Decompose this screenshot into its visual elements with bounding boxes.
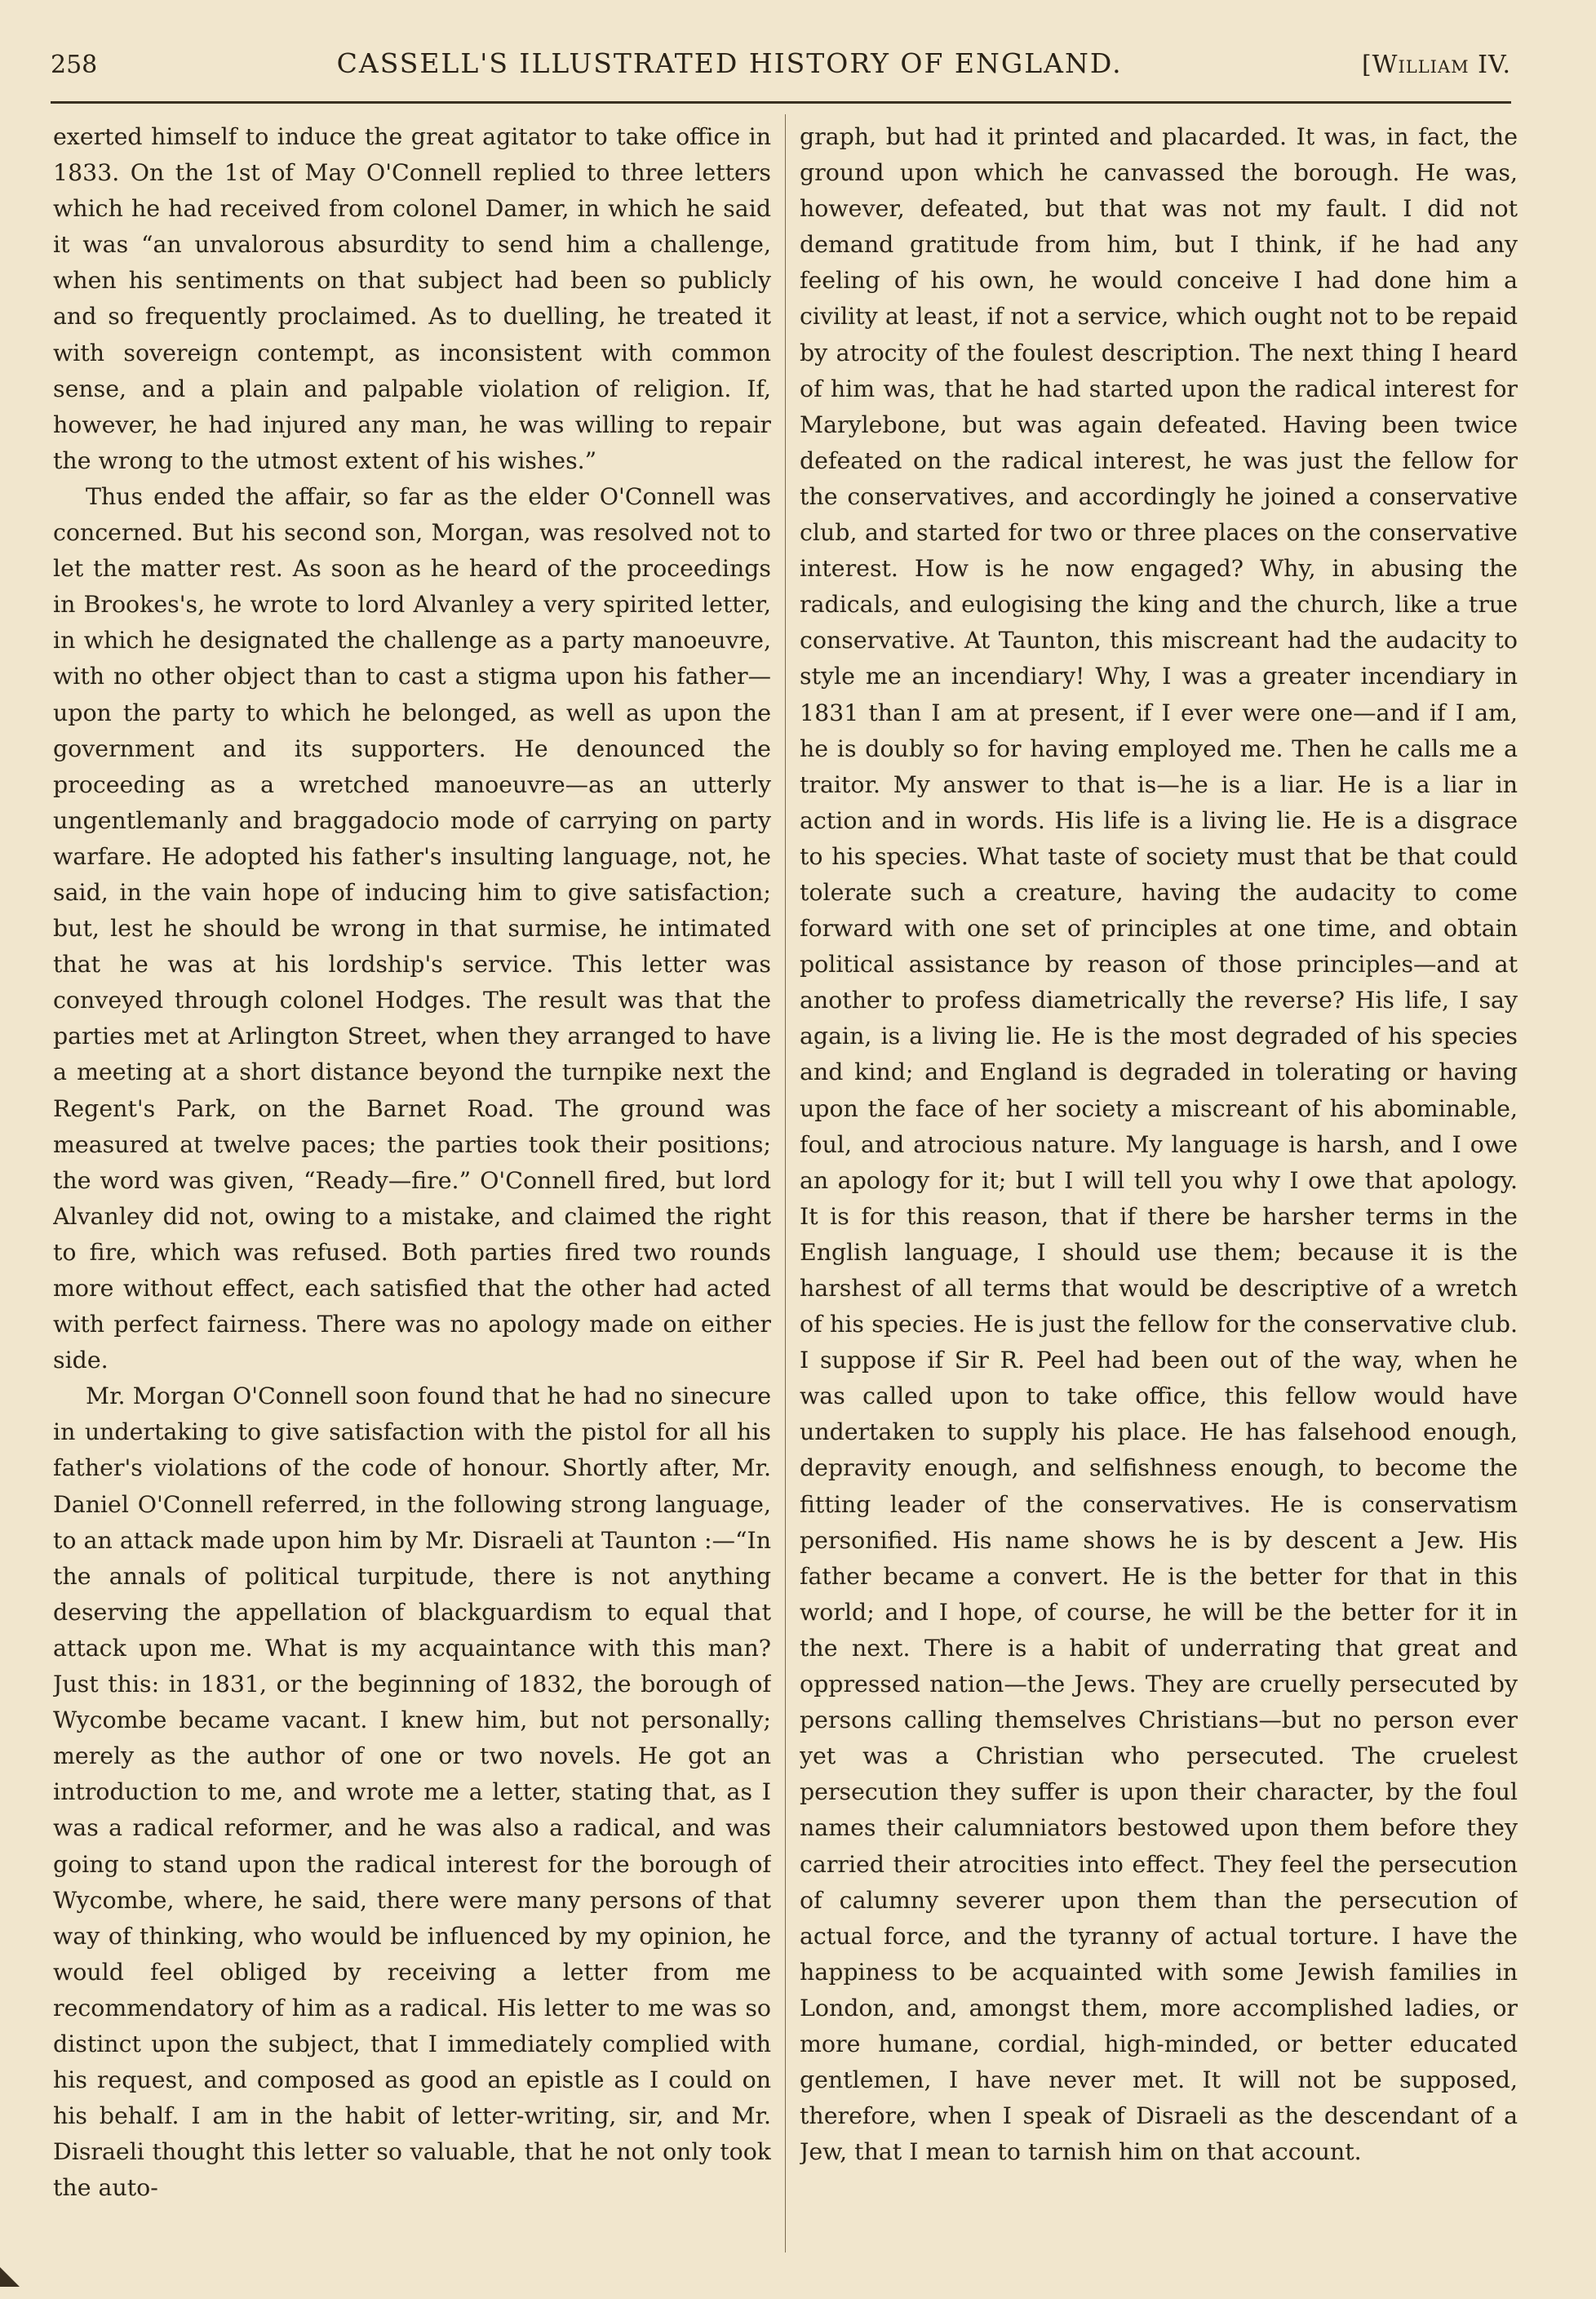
page-number: 258 xyxy=(51,51,98,79)
paragraph: Mr. Morgan O'Connell soon found that he had no sinecure in undertaking to give satisfaction with the pistol for all his father's violations of the code of honour. Shortly after, Mr. Daniel O'Connell referred, in the following strong language, to an attack made upon him by Mr. Disraeli at Taunton :—“In the annals of political turpitude, there is not anything deserving the appellation of blackguardism to equal that attack upon me. What is my acquaintance with this man? Just this: in 1831, or the beginning of 1832, the borough of Wycombe became vacant. I knew him, but not personally; merely as the author of one or two novels. He got an introduction to me, and wrote me a letter, stating that, as I was a radical reformer, and he was also a radical, and was going to stand upon the radical interest for the borough of Wycombe, where, he said, there were many persons of that way of thinking, who would be influenced by my opinion, he would feel obliged by receiving a letter from me recommendatory of him as a radical. His letter to me was so distinct upon the subject, that I immediately complied with his request, and composed as good an epistle as I could on his behalf. I am in the habit of letter-writing, sir, and Mr. Disraeli thought this letter so valuable, that he not only took the auto- xyxy=(53,1383,771,2202)
paragraph: Thus ended the affair, so far as the elder O'Connell was concerned. But his second son, Morgan, was resolved not to let the matter rest. As soon as he heard of the proceedings in Brookes's, he wrote to lord Alvanley a very spirited letter, in which he designated the challenge as a party manoeuvre, with no other object than to cast a stigma upon his father—upon the party to which he belonged, as well as upon the government and its supporters. He denounced the proceeding as a wretched manoeuvre—as an utterly ungentlemanly and braggadocio mode of carrying on party warfare. He adopted his father's insulting language, not, he said, in the vain hope of inducing him to give satisfaction; but, lest he should be wrong in that surmise, he intimated that he was at his lordship's service. This letter was conveyed through colonel Hodges. The result was that the parties met at Arlington Street, when they arranged to have a meeting at a short distance beyond the turnpike next the Regent's Park, on the Barnet Road. The ground was measured at twelve paces; the parties took their positions; the word was given, “Ready—fire.” O'Connell fired, but lord Alvanley did not, owing to a mistake, and claimed the right to fire, which was refused. Both parties fired two rounds more without effect, each satisfied that the other had acted with perfect fairness. There was no apology made on either side. xyxy=(53,482,771,1374)
right-column xyxy=(800,119,1518,2257)
running-header xyxy=(51,47,1511,104)
reign-label: [William IV. xyxy=(1361,51,1511,79)
paragraph: exerted himself to induce the great agitator to take office in 1833. On the 1st of May O'Connell replied to three letters which he had received from colonel Damer, in which he said it was “an unvalorous absurdity to send him a challenge, when his sentiments on that subject had been so publicly and so frequently proclaimed. As to duelling, he treated it with sovereign contempt, as inconsistent with common sense, and a plain and palpable violation of religion. If, however, he had injured any man, he was willing to repair the wrong to the utmost extent of his wishes.” xyxy=(53,123,771,474)
left-column xyxy=(53,119,771,2257)
page-corner-mark xyxy=(0,2267,20,2287)
running-title: CASSELL'S ILLUSTRATED HISTORY OF ENGLAND. xyxy=(336,47,1123,79)
column-divider xyxy=(785,114,786,2252)
paragraph: graph, but had it printed and placarded. It was, in fact, the ground upon which he canvassed the borough. He was, however, defeated, but that was not my fault. I did not demand gratitude from him, but I think, if he had any feeling of his own, he would conceive I had done him a civility at least, if not a service, which ought not to be repaid by atrocity of the foulest description. The next thing I heard of him was, that he had started upon the radical interest for Marylebone, but was again defeated. Having been twice defeated on the radical interest, he was just the fellow for the conservatives, and accordingly he joined a conservative club, and started for two or three places on the conservative interest. How is he now engaged? Why, in abusing the radicals, and eulogising the king and the church, like a true conservative. At Taunton, this miscreant had the audacity to style me an incendiary! Why, I was a greater incendiary in 1831 than I am at present, if I ever were one—and if I am, he is doubly so for having employed me. Then he calls me a traitor. My answer to that is—he is a liar. He is a liar in action and in words. His life is a living lie. He is a disgrace to his species. What taste of society must that be that could tolerate such a creature, having the audacity to come forward with one set of principles at one time, and obtain political assistance by reason of those principles—and at another to profess diametrically the reverse? His life, I say again, is a living lie. He is the most degraded of his species and kind; and England is degraded in tolerating or having upon the face of her society a miscreant of his abominable, foul, and atrocious nature. My language is harsh, and I owe an apology for it; but I will tell you why I owe that apology. It is for this reason, that if there be harsher terms in the English language, I should use them; because it is the harshest of all terms that would be descriptive of a wretch of his species. He is just the fellow for the conservative club. I suppose if Sir R. Peel had been out of the way, when he was called upon to take office, this fellow would have undertaken to supply his place. He has falsehood enough, depravity enough, and selfishness enough, to become the fitting leader of the conservatives. He is conservatism personified. His name shows he is by descent a Jew. His father became a convert. He is the better for that in this world; and I hope, of course, he will be the better for it in the next. There is a habit of underrating that great and oppressed nation—the Jews. They are cruelly persecuted by persons calling themselves Christians—but no person ever yet was a Christian who persecuted. The cruelest persecution they suffer is upon their character, by the foul names their calumniators bestowed upon them before they carried their atrocities into effect. They feel the persecution of calumny severer upon them than the persecution of actual force, and the tyranny of actual torture. I have the happiness to be acquainted with some Jewish families in London, and, amongst them, more accomplished ladies, or more humane, cordial, high-minded, or better educated gentlemen, I have never met. It will not be supposed, therefore, when I speak of Disraeli as the descendant of a Jew, that I mean to tarnish him on that account. xyxy=(800,123,1518,2166)
